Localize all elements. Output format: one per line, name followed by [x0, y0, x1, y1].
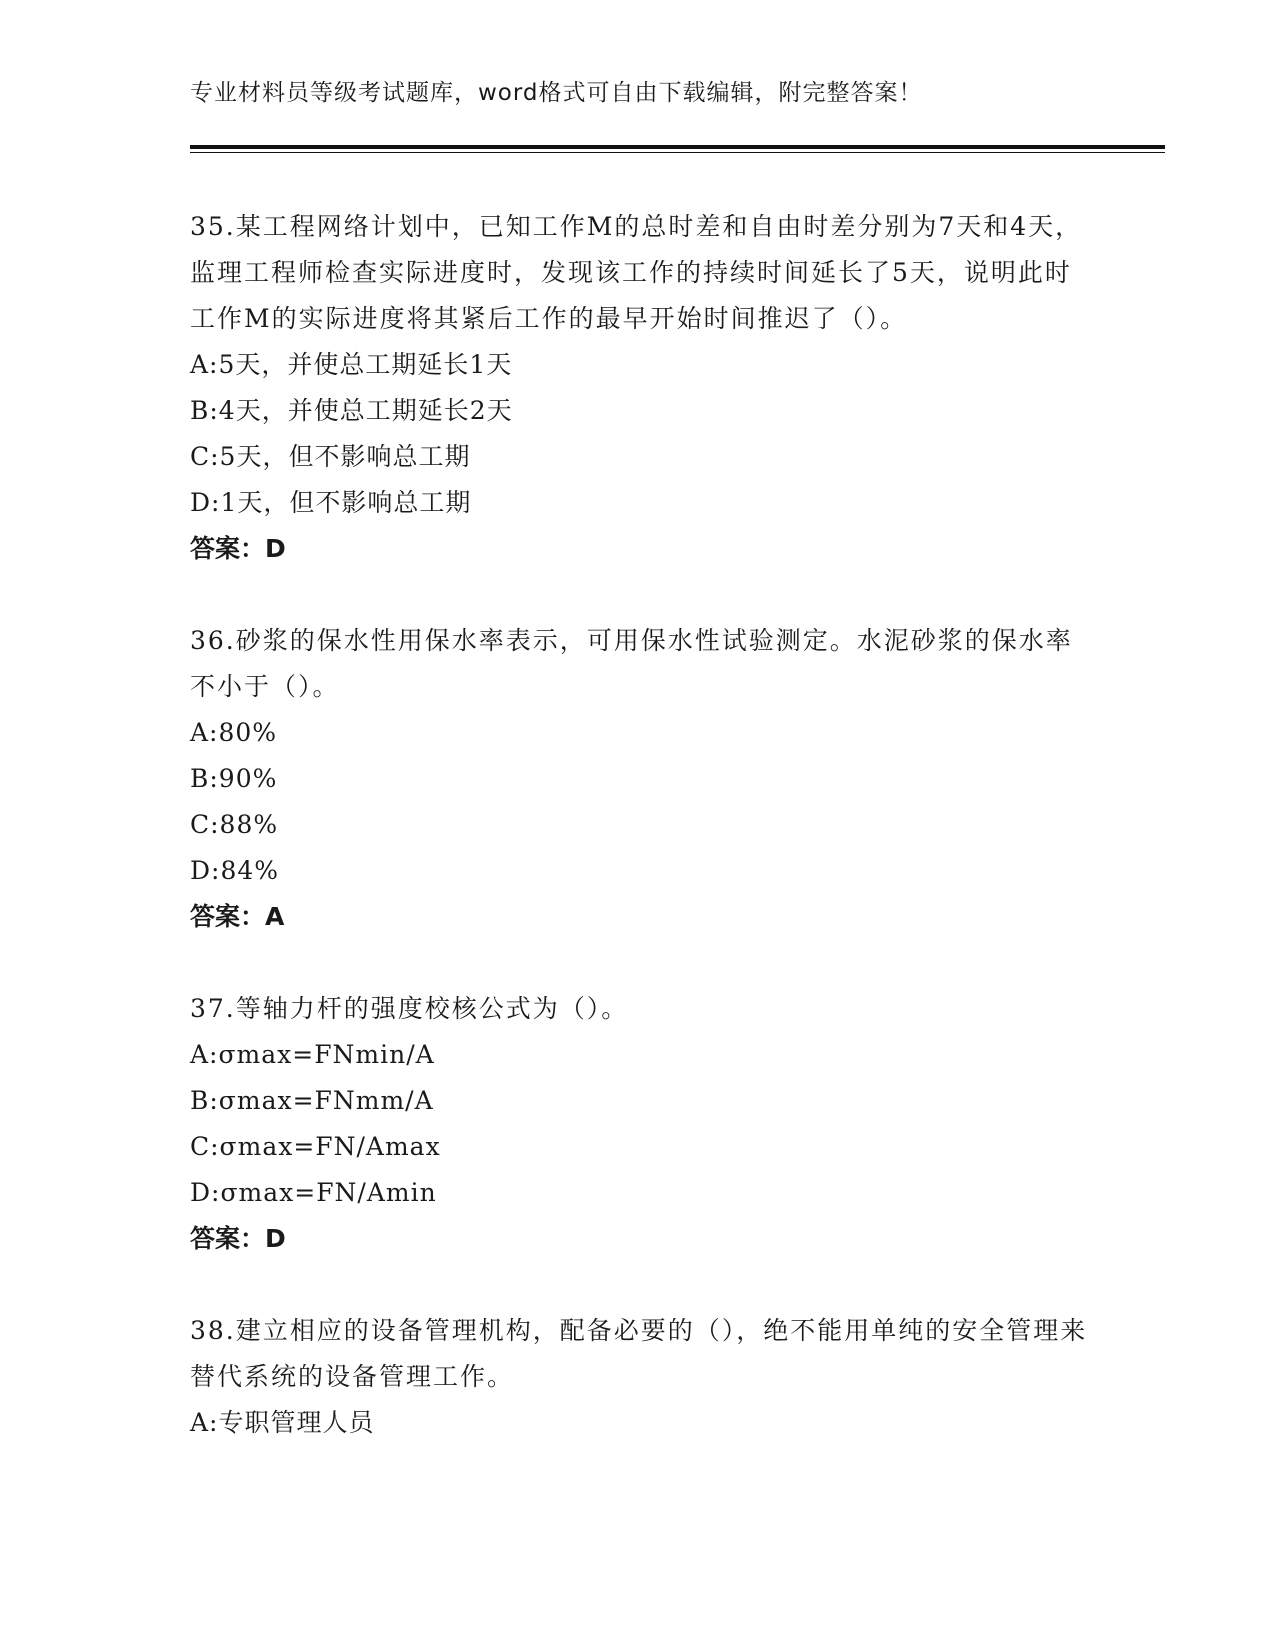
option-a: A:80%: [190, 718, 278, 747]
page-header: 专业材料员等级考试题库，word格式可自由下载编辑，附完整答案！: [190, 80, 923, 106]
option-c: C:5天，但不影响总工期: [190, 442, 471, 471]
option-c: C:88%: [190, 810, 279, 839]
option-b: B:4天，并使总工期延长2天: [190, 396, 513, 425]
question-stem: 35.某工程网络计划中，已知工作M的总时差和自由时差分别为7天和4天，监理工程师检查实际进度时，发现该工作的持续时间延长了5天，说明此时工作M的实际进度将其紧后工作的最早开始时间推迟了（）。: [190, 212, 1083, 333]
question-35: [190, 204, 1090, 572]
header-rule-thin: [190, 152, 1165, 153]
answer: 答案：D: [190, 1224, 286, 1253]
question-stem: 36.砂浆的保水性用保水率表示，可用保水性试验测定。水泥砂浆的保水率不小于（）。: [190, 626, 1073, 701]
option-d: D:84%: [190, 856, 280, 885]
option-b: B:90%: [190, 764, 278, 793]
question-stem: 38.建立相应的设备管理机构，配备必要的（），绝不能用单纯的安全管理来替代系统的设备管理工作。: [190, 1316, 1088, 1391]
option-b: B:σmax=FNmm/A: [190, 1086, 434, 1115]
option-a: A:σmax=FNmin/A: [190, 1040, 435, 1069]
question-list: [190, 204, 1090, 1492]
option-a: A:专职管理人员: [190, 1408, 375, 1437]
option-a: A:5天，并使总工期延长1天: [190, 350, 513, 379]
answer: 答案：D: [190, 534, 286, 563]
option-c: C:σmax=FN/Amax: [190, 1132, 441, 1161]
question-stem: 37.等轴力杆的强度校核公式为（）。: [190, 994, 629, 1023]
question-38: [190, 1308, 1090, 1446]
option-d: D:1天，但不影响总工期: [190, 488, 472, 517]
question-37: [190, 986, 1090, 1262]
header-rule-thick: [190, 145, 1165, 149]
option-d: D:σmax=FN/Amin: [190, 1178, 437, 1207]
answer: 答案：A: [190, 902, 285, 931]
question-36: [190, 618, 1090, 940]
